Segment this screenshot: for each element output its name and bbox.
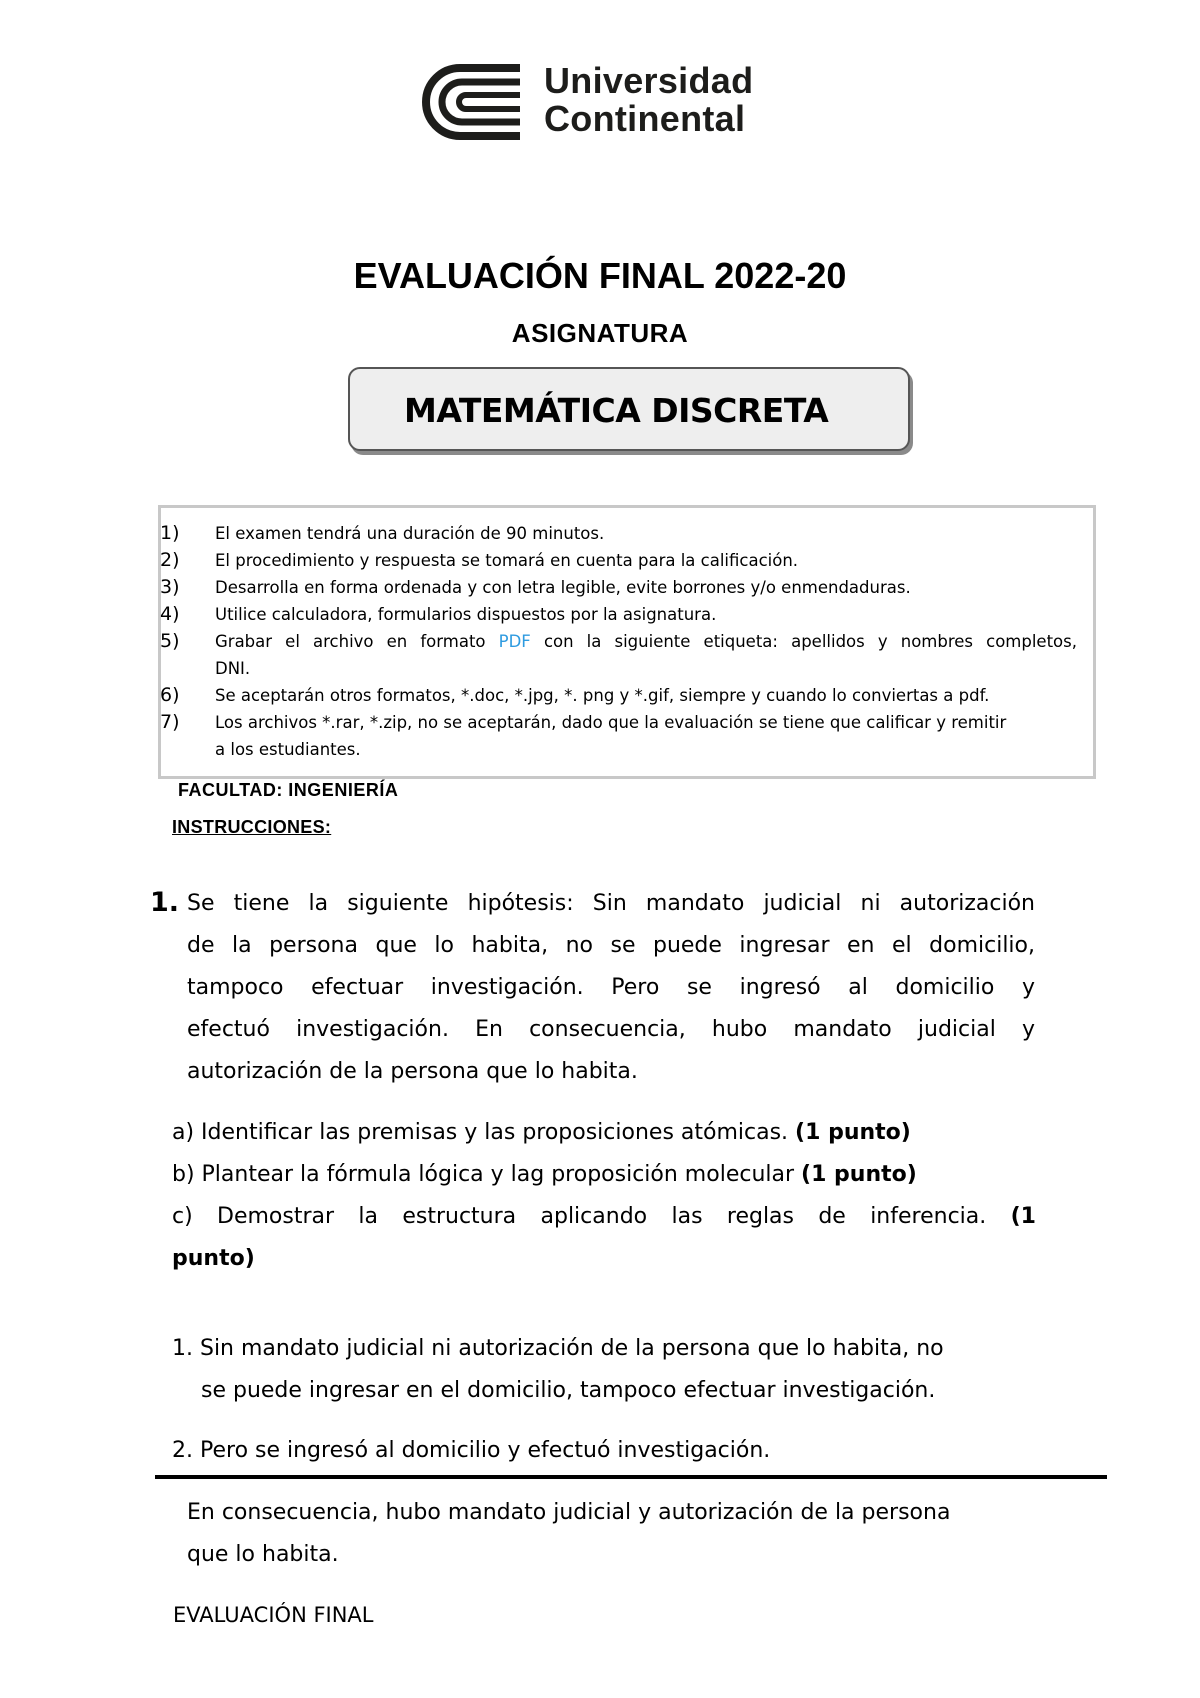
faculty-label: FACULTAD: INGENIERÍA xyxy=(178,780,399,800)
university-logo xyxy=(420,62,780,142)
subject-box xyxy=(348,367,910,451)
page-footer: EVALUACIÓN FINAL xyxy=(173,1603,374,1627)
question-item xyxy=(172,1154,1036,1196)
question-item xyxy=(172,1112,1036,1154)
question-number: 1. xyxy=(150,887,180,918)
logo-line-2: Continental xyxy=(544,98,746,139)
conclusion-line: En consecuencia, hubo mandato judicial y autorización de la persona xyxy=(187,1500,951,1525)
premise-2 xyxy=(172,1430,1052,1472)
exam-title: EVALUACIÓN FINAL 2022-20 xyxy=(353,255,847,296)
logo-mark-icon xyxy=(420,62,532,142)
item-points: (1 xyxy=(1010,1204,1036,1229)
item-text: c) Demostrar la estructura aplicando las reglas de inferencia. xyxy=(172,1204,987,1229)
premise-line: 1. Sin mandato judicial ni autorización de la persona que lo habita, no xyxy=(172,1336,944,1361)
rule-number: 4) xyxy=(160,603,180,625)
question-item-continuation xyxy=(172,1238,1036,1280)
question-items xyxy=(172,1112,1036,1280)
conclusion-divider xyxy=(155,1475,1107,1479)
statement-line: de la persona que lo habita, no se puede ingresar en el domicilio, xyxy=(187,933,1035,958)
rule-text: Los archivos *.rar, *.zip, no se aceptarán, dado que la evaluación se tiene que calificar y remitir xyxy=(215,713,1007,732)
subject-name: MATEMÁTICA DISCRETA xyxy=(404,391,829,430)
statement-line: efectuó investigación. En consecuencia, hubo mandato judicial y xyxy=(187,1017,1035,1042)
rule-text-pre: Grabar el archivo en formato xyxy=(215,632,486,651)
premise-line: 2. Pero se ingresó al domicilio y efectuó investigación. xyxy=(172,1438,771,1463)
logo-wordmark xyxy=(544,62,753,138)
conclusion-line: que lo habita. xyxy=(187,1542,339,1567)
rule-number: 2) xyxy=(160,549,180,571)
pdf-highlight: PDF xyxy=(498,632,531,651)
item-text: b) Plantear la fórmula lógica y lag proposición molecular xyxy=(172,1162,795,1187)
statement-line: Se tiene la siguiente hipótesis: Sin mandato judicial ni autorización xyxy=(187,891,1035,916)
rule-text: Utilice calculadora, formularios dispuestos por la asignatura. xyxy=(215,605,717,624)
question-item xyxy=(172,1196,1036,1238)
rule-number: 7) xyxy=(160,711,180,733)
item-points: (1 punto) xyxy=(801,1162,917,1187)
rule-number: 3) xyxy=(160,576,180,598)
question-statement xyxy=(187,883,1035,1093)
rule-number: 6) xyxy=(160,684,180,706)
rule-number: 5) xyxy=(160,630,180,652)
rule-text: El procedimiento y respuesta se tomará en cuenta para la calificación. xyxy=(215,551,799,570)
instructions-heading: INSTRUCCIONES: xyxy=(172,817,332,837)
rule-text-post: con la siguiente etiqueta: apellidos y nombres completos, xyxy=(543,632,1077,651)
conclusion xyxy=(187,1492,1067,1576)
item-text: a) Identificar las premisas y las proposiciones atómicas. xyxy=(172,1120,789,1145)
rule-text: El examen tendrá una duración de 90 minutos. xyxy=(215,524,605,543)
item-points: (1 punto) xyxy=(795,1120,911,1145)
subject-label: ASIGNATURA xyxy=(511,318,689,348)
premise-line: se puede ingresar en el domicilio, tampoco efectuar investigación. xyxy=(201,1378,936,1403)
premise-1 xyxy=(172,1328,1052,1412)
rule-text xyxy=(215,628,1077,655)
statement-line: autorización de la persona que lo habita. xyxy=(187,1059,638,1084)
rule-number: 1) xyxy=(160,522,180,544)
rule-text: a los estudiantes. xyxy=(215,740,361,759)
rule-text: Desarrolla en forma ordenada y con letra legible, evite borrones y/o enmendaduras. xyxy=(215,578,911,597)
item-points: punto) xyxy=(172,1246,255,1271)
rule-text: Se aceptarán otros formatos, *.doc, *.jpg, *. png y *.gif, siempre y cuando lo conviertas a pdf. xyxy=(215,686,990,705)
rule-text: DNI. xyxy=(215,659,251,678)
statement-line: tampoco efectuar investigación. Pero se ingresó al domicilio y xyxy=(187,975,1035,1000)
logo-line-1: Universidad xyxy=(544,60,754,101)
